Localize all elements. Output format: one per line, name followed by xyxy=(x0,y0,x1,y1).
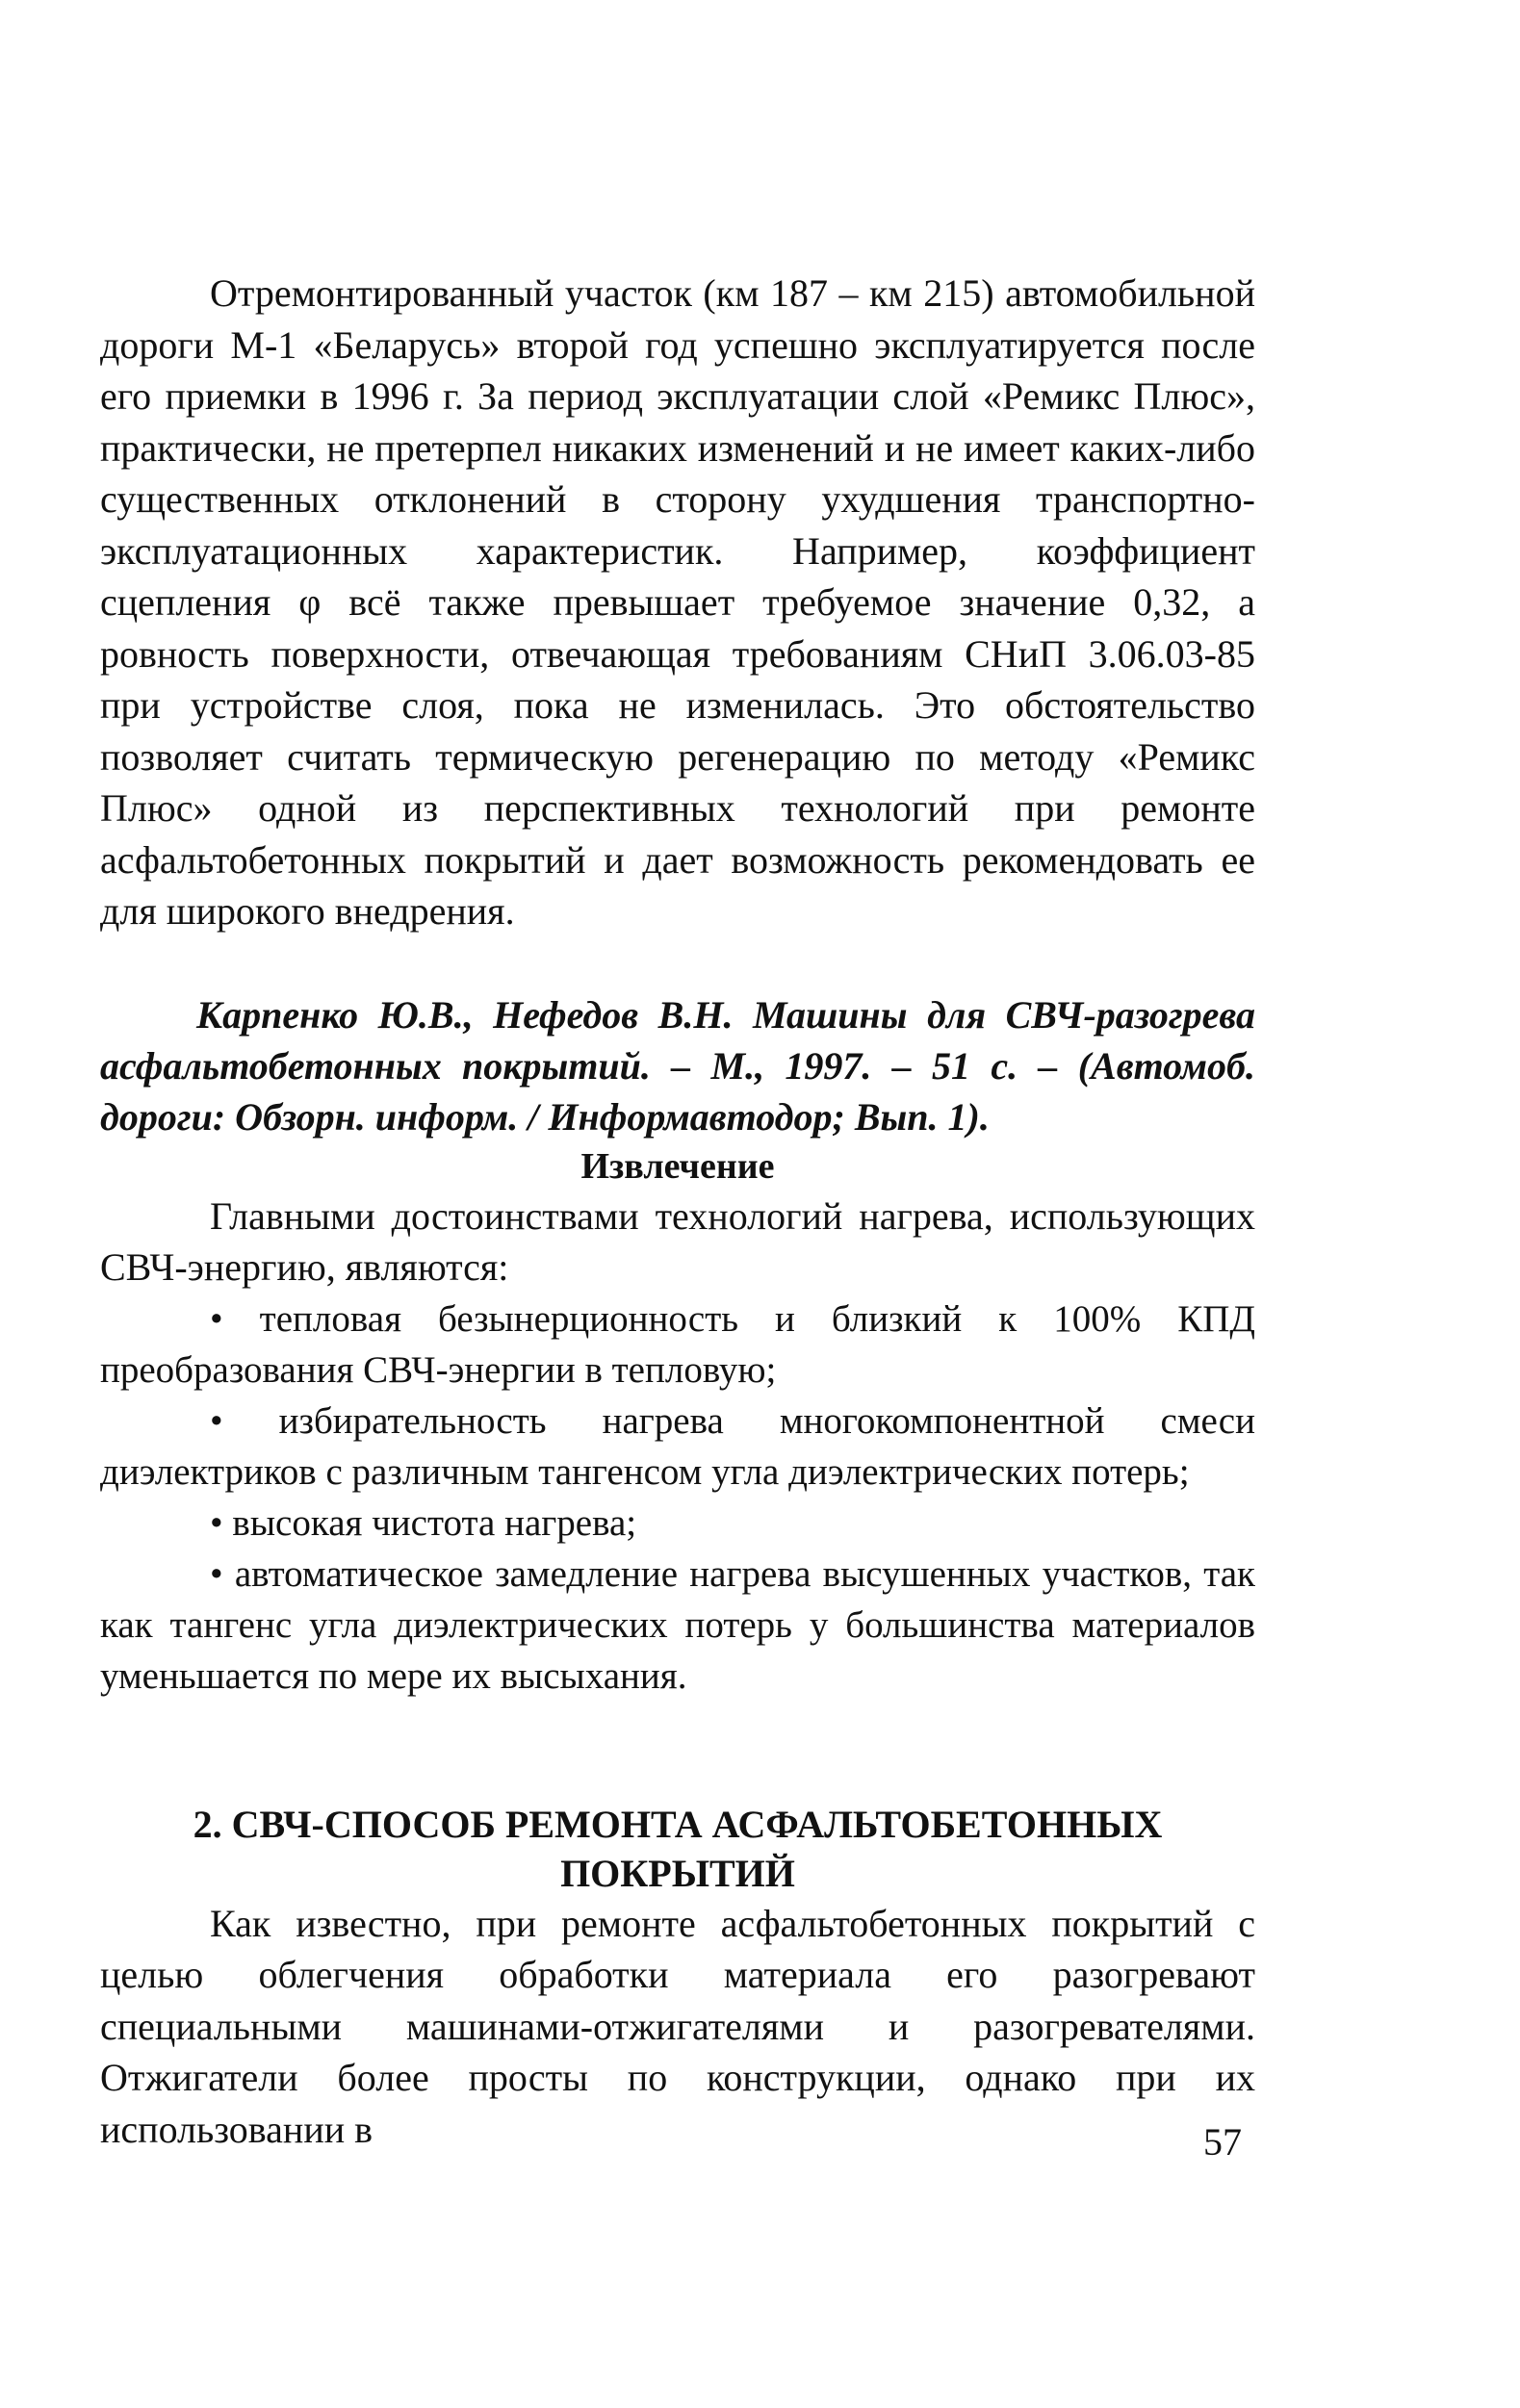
page-number: 57 xyxy=(1203,2120,1242,2164)
extract-intro: Главными достоинствами технологий нагрева, использующих СВЧ-энергию, являются: xyxy=(100,1193,1255,1289)
extract-heading: Извлечение xyxy=(580,1145,775,1187)
bibliographic-reference: Карпенко Ю.В., Нефедов В.Н. Машины для СВЧ-разогрева асфальтобетонных покрытий. – М., 1997. – 51 с. – (Автомоб. дороги: Обзорн. информ. / Информавтодор; Вып. 1). xyxy=(100,992,1255,1139)
paragraph-repair-results: Отремонтированный участок (км 187 – км 215) автомобильной дороги М-1 «Беларусь» второй год успешно эксплуатируется после его приемки в 1996 г. За период эксплуатации слой «Ремикс Плюс», практически, не претерпел никаких изменений и не имеет каких-либо существенных отклонений в сторону ухудшения транспортно-эксплуатационных характеристик. Например, коэффициент сцепления φ всё также превышает требуемое значение 0,32, а ровность поверхности, отвечающая требованиям СНиП 3.06.03-85 при устройстве слоя, пока не изменилась. Это обстоятельство позволяет считать термическую регенерацию по методу «Ремикс Плюс» одной из перспективных технологий при ремонте асфальтобетонных покрытий и дает возможность рекомендовать ее для широкого внедрения. xyxy=(100,271,1255,933)
bullet-item-3: • высокая чистота нагрева; xyxy=(210,1501,637,1544)
page-content xyxy=(100,268,1255,2155)
section-title-line-2: ПОКРЫТИЙ xyxy=(560,1851,795,1895)
paragraph-section-intro: Как известно, при ремонте асфальтобетонных покрытий с целью облегчения обработки материала его разогревают специальными машинами-отжигателями и разогревателями. Отжигатели более просты по конструкции, однако при их использовании в xyxy=(100,1901,1255,2151)
bullet-item-1: • тепловая безынерционность и близкий к 100% КПД преобразования СВЧ-энергии в тепловую; xyxy=(100,1297,1255,1391)
section-title-line-1: 2. СВЧ-СПОСОБ РЕМОНТА АСФАЛЬТОБЕТОННЫХ xyxy=(193,1802,1163,1846)
section-title xyxy=(100,1800,1255,1898)
bullet-item-2: • избирательность нагрева многокомпонентной смеси диэлектриков с различным тангенсом угла диэлектрических потерь; xyxy=(100,1399,1255,1493)
bullet-item-4: • автоматическое замедление нагрева высушенных участков, так как тангенс угла диэлектрических потерь у большинства материалов уменьшается по мере их высыхания. xyxy=(100,1552,1255,1697)
